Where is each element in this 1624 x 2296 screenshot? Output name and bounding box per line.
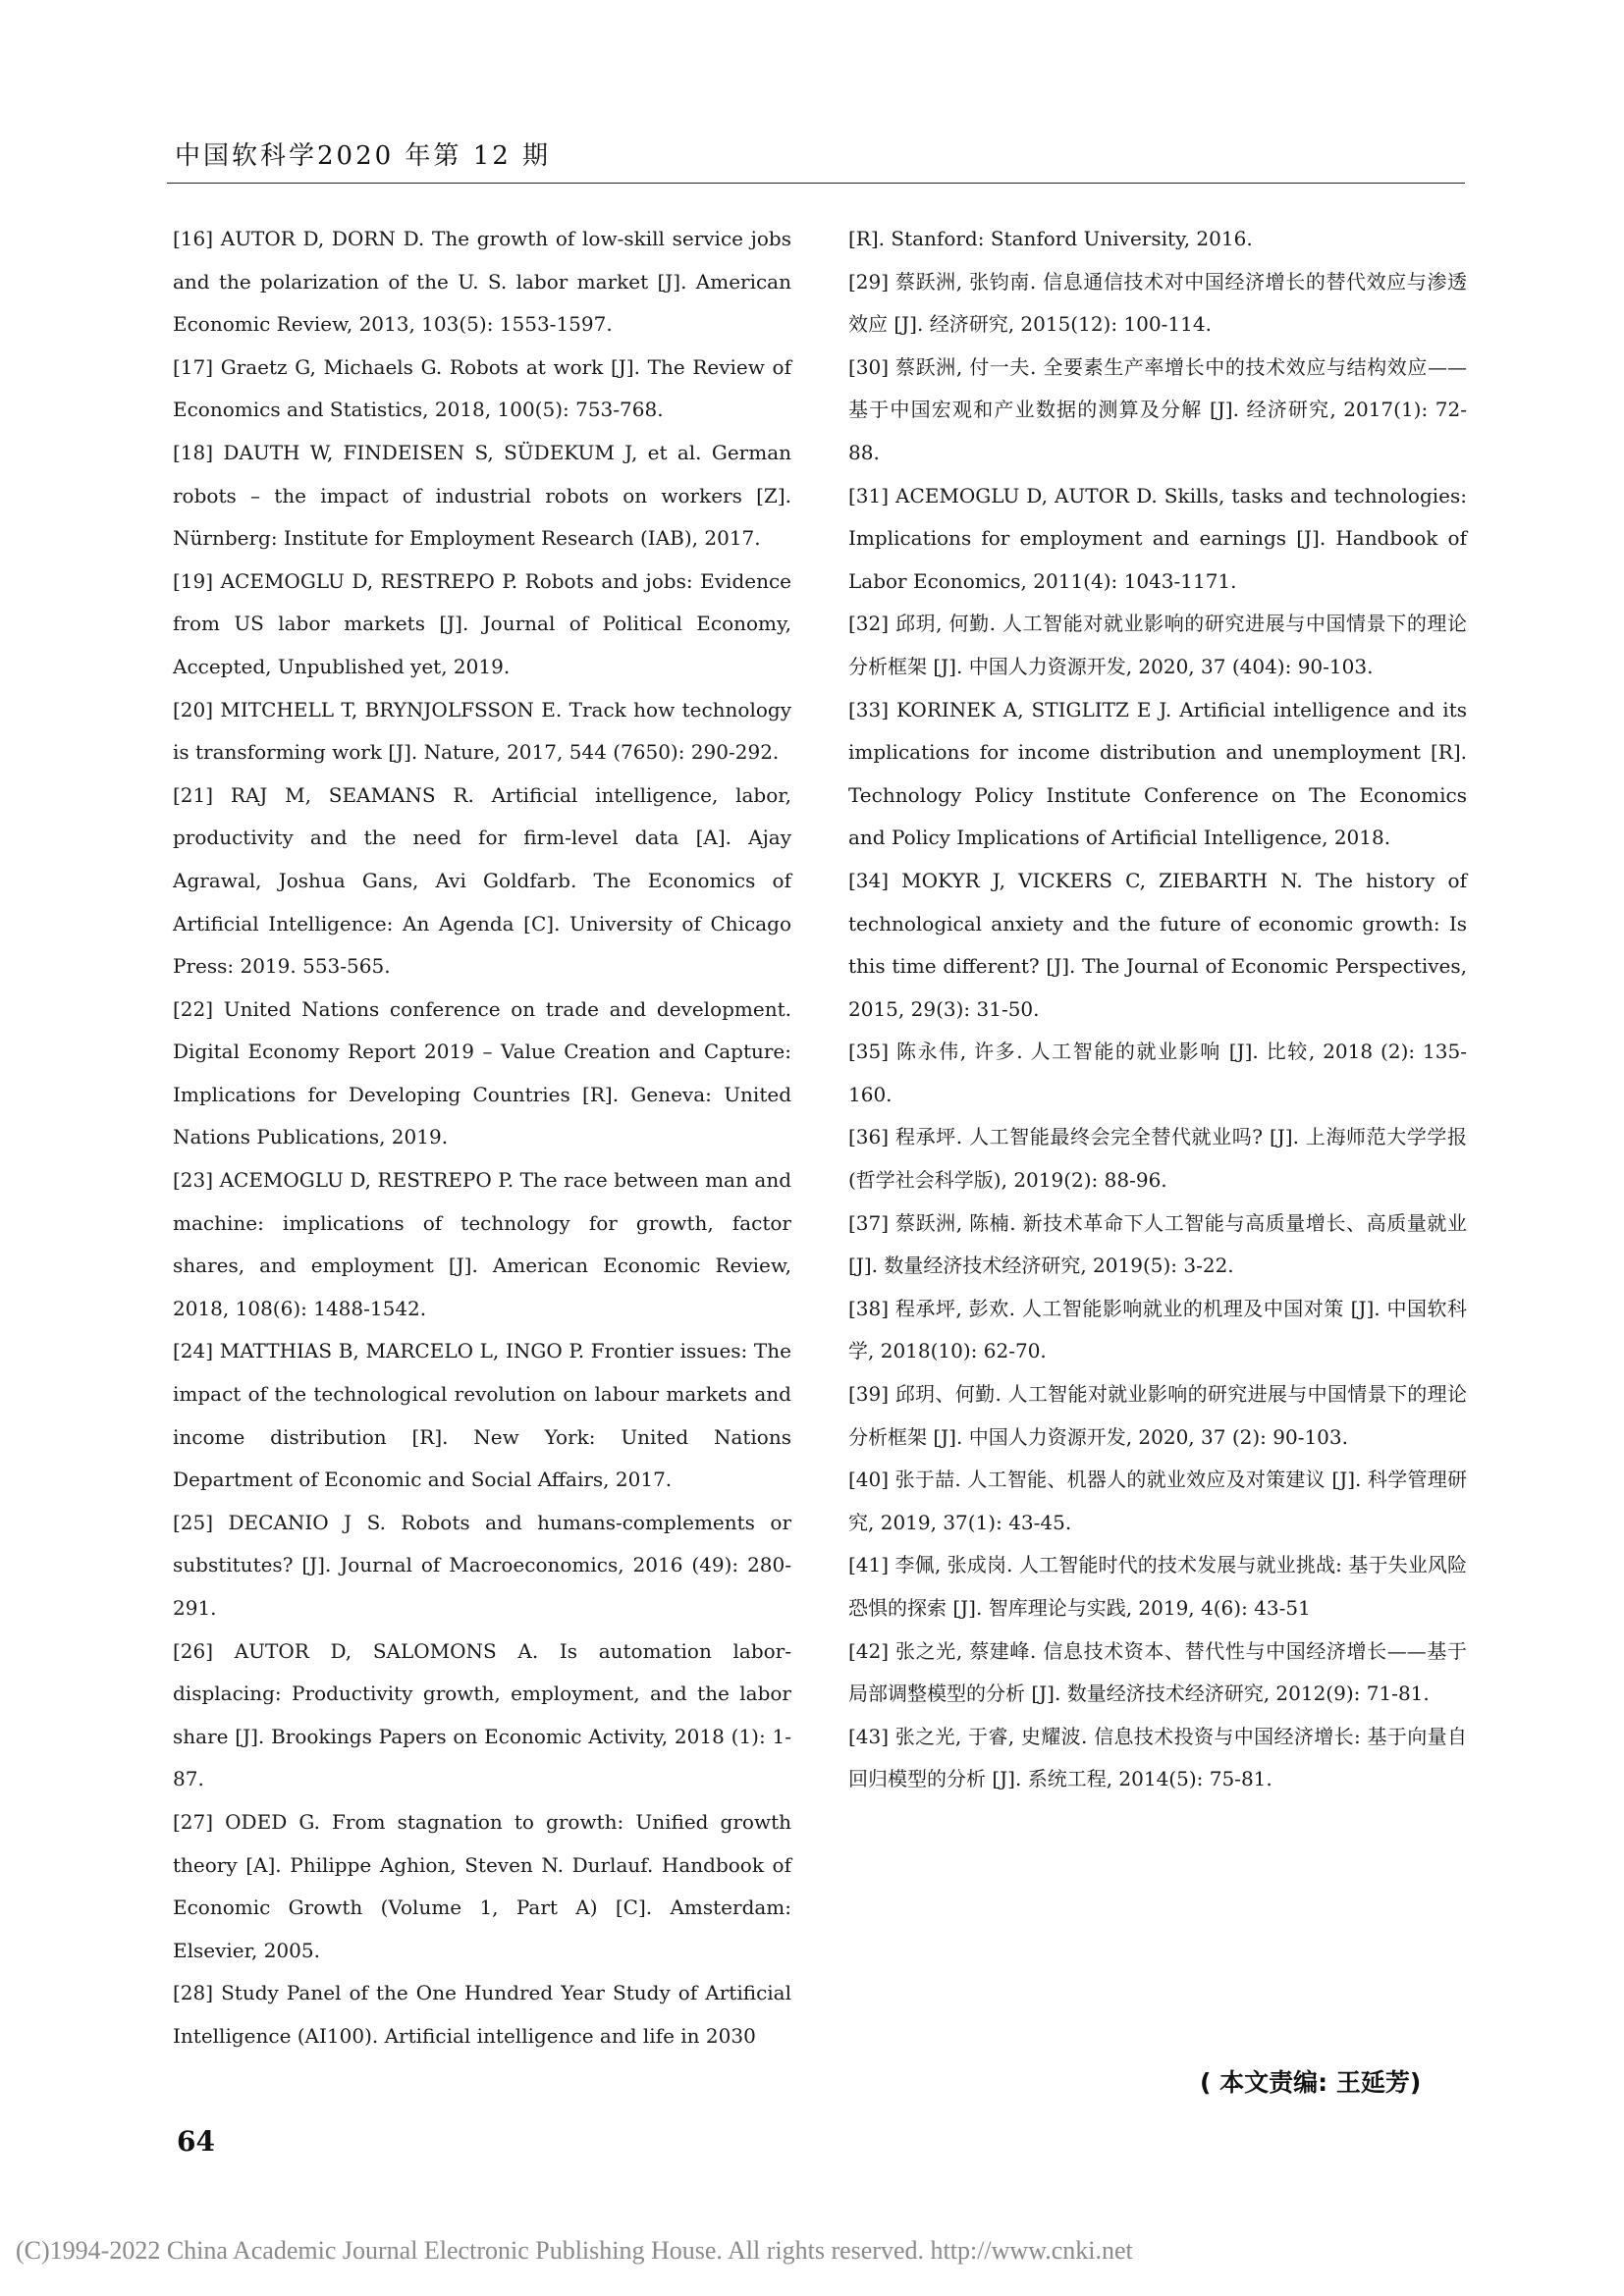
- reference-item: [21] RAJ M, SEAMANS R. Artificial intelligence, labor, productivity and the need for firm-level data [A]. Ajay Agrawal, Joshua Gans, Avi Goldfarb. The Economics of Artificial Intelligence: An Agenda [C]. University of Chicago Press: 2019. 553-565.: [173, 782, 791, 979]
- header-rule: [167, 183, 1465, 184]
- reference-item: [16] AUTOR D, DORN D. The growth of low-skill service jobs and the polarization of the U. S. labor market [J]. American Economic Review, 2013, 103(5): 1553-1597.: [173, 227, 791, 337]
- reference-item: [27] ODED G. From stagnation to growth: Unified growth theory [A]. Philippe Aghion, Steven N. Durlauf. Handbook of Economic Growth (Volume 1, Part A) [C]. Amsterdam: Elsevier, 2005.: [173, 1809, 791, 1962]
- reference-item: [24] MATTHIAS B, MARCELO L, INGO P. Frontier issues: The impact of the technological revolution on labour markets and income distribution [R]. New York: United Nations Department of Economic and Social Affairs, 2017.: [173, 1339, 791, 1492]
- reference-item: [38] 程承坪, 彭欢. 人工智能影响就业的机理及中国对策 [J]. 中国软科学, 2018(10): 62-70.: [848, 1296, 1467, 1363]
- reference-item: [33] KORINEK A, STIGLITZ E J. Artificial intelligence and its implications for income distribution and unemployment [R]. Technology Policy Institute Conference on The Economics and Policy Implications of Artificial Intelligence, 2018.: [848, 697, 1467, 850]
- reference-item: [19] ACEMOGLU D, RESTREPO P. Robots and jobs: Evidence from US labor markets [J]. Journal of Political Economy, Accepted, Unpublished yet, 2019.: [173, 568, 791, 678]
- reference-item: [28] Study Panel of the One Hundred Year Study of Artificial Intelligence (AI100). Artificial intelligence and life in 2030: [173, 1981, 791, 2048]
- journal-header: 中国软科学2020 年第 12 期: [175, 141, 552, 171]
- reference-item: [25] DECANIO J S. Robots and humans-complements or substitutes? [J]. Journal of Macroeconomics, 2016 (49): 280-291.: [173, 1510, 791, 1620]
- references-left-column: [173, 218, 791, 2058]
- copyright-notice: (C)1994-2022 China Academic Journal Electronic Publishing House. All rights reserved. http://www.cnki.net: [16, 2236, 1133, 2265]
- references-right-column: [848, 218, 1467, 1801]
- reference-item: [40] 张于喆. 人工智能、机器人的就业效应及对策建议 [J]. 科学管理研究, 2019, 37(1): 43-45.: [848, 1468, 1467, 1534]
- reference-item: [20] MITCHELL T, BRYNJOLFSSON E. Track how technology is transforming work [J]. Nature, 2017, 544 (7650): 290-292.: [173, 697, 791, 765]
- reference-item: [22] United Nations conference on trade and development. Digital Economy Report 2019 – Value Creation and Capture: Implications for Developing Countries [R]. Geneva: United Nations Publications, 2019.: [173, 996, 791, 1149]
- reference-item: [30] 蔡跃洲, 付一夫. 全要素生产率增长中的技术效应与结构效应——基于中国宏观和产业数据的测算及分解 [J]. 经济研究, 2017(1): 72-88.: [848, 354, 1467, 464]
- reference-item: [43] 张之光, 于睿, 史耀波. 信息技术投资与中国经济增长: 基于向量自回归模型的分析 [J]. 系统工程, 2014(5): 75-81.: [848, 1724, 1467, 1791]
- reference-item: [31] ACEMOGLU D, AUTOR D. Skills, tasks and technologies: Implications for employment and earnings [J]. Handbook of Labor Economics, 2011(4): 1043-1171.: [848, 483, 1467, 593]
- reference-item: [R]. Stanford: Stanford University, 2016.: [848, 227, 1253, 250]
- reference-item: [34] MOKYR J, VICKERS C, ZIEBARTH N. The history of technological anxiety and the future of economic growth: Is this time different? [J]. The Journal of Economic Perspectives, 2015, 29(3): 31-50.: [848, 868, 1467, 1021]
- reference-item: [42] 张之光, 蔡建峰. 信息技术资本、替代性与中国经济增长——基于局部调整模型的分析 [J]. 数量经济技术经济研究, 2012(9): 71-81.: [848, 1638, 1467, 1706]
- reference-item: [23] ACEMOGLU D, RESTREPO P. The race between man and machine: implications of technology for growth, factor shares, and employment [J]. American Economic Review, 2018, 108(6): 1488-1542.: [173, 1168, 791, 1320]
- reference-item: [37] 蔡跃洲, 陈楠. 新技术革命下人工智能与高质量增长、高质量就业 [J]. 数量经济技术经济研究, 2019(5): 3-22.: [848, 1210, 1467, 1278]
- reference-item: [39] 邱玥、何勤. 人工智能对就业影响的研究进展与中国情景下的理论分析框架 [J]. 中国人力资源开发, 2020, 37 (2): 90-103.: [848, 1382, 1467, 1449]
- reference-item: [29] 蔡跃洲, 张钧南. 信息通信技术对中国经济增长的替代效应与渗透效应 [J]. 经济研究, 2015(12): 100-114.: [848, 269, 1467, 337]
- reference-item: [36] 程承坪. 人工智能最终会完全替代就业吗? [J]. 上海师范大学学报(哲学社会科学版), 2019(2): 88-96.: [848, 1125, 1467, 1193]
- reference-item: [17] Graetz G, Michaels G. Robots at work [J]. The Review of Economics and Statistics, 2018, 100(5): 753-768.: [173, 354, 791, 422]
- reference-item: [41] 李佩, 张成岗. 人工智能时代的技术发展与就业挑战: 基于失业风险恐惧的探索 [J]. 智库理论与实践, 2019, 4(6): 43-51: [848, 1553, 1467, 1620]
- reference-item: [26] AUTOR D, SALOMONS A. Is automation labor-displacing: Productivity growth, employment, and the labor share [J]. Brookings Papers on Economic Activity, 2018 (1): 1-87.: [173, 1638, 791, 1791]
- reference-item: [18] DAUTH W, FINDEISEN S, SÜDEKUM J, et al. German robots – the impact of industrial robots on workers [Z]. Nürnberg: Institute for Employment Research (IAB), 2017.: [173, 440, 791, 551]
- page-number: 64: [177, 2125, 215, 2158]
- editor-note: ( 本文责编: 王延芳): [1200, 2068, 1422, 2097]
- reference-item: [35] 陈永伟, 许多. 人工智能的就业影响 [J]. 比较, 2018 (2): 135-160.: [848, 1040, 1467, 1106]
- reference-item: [32] 邱玥, 何勤. 人工智能对就业影响的研究进展与中国情景下的理论分析框架 [J]. 中国人力资源开发, 2020, 37 (404): 90-103.: [848, 612, 1467, 678]
